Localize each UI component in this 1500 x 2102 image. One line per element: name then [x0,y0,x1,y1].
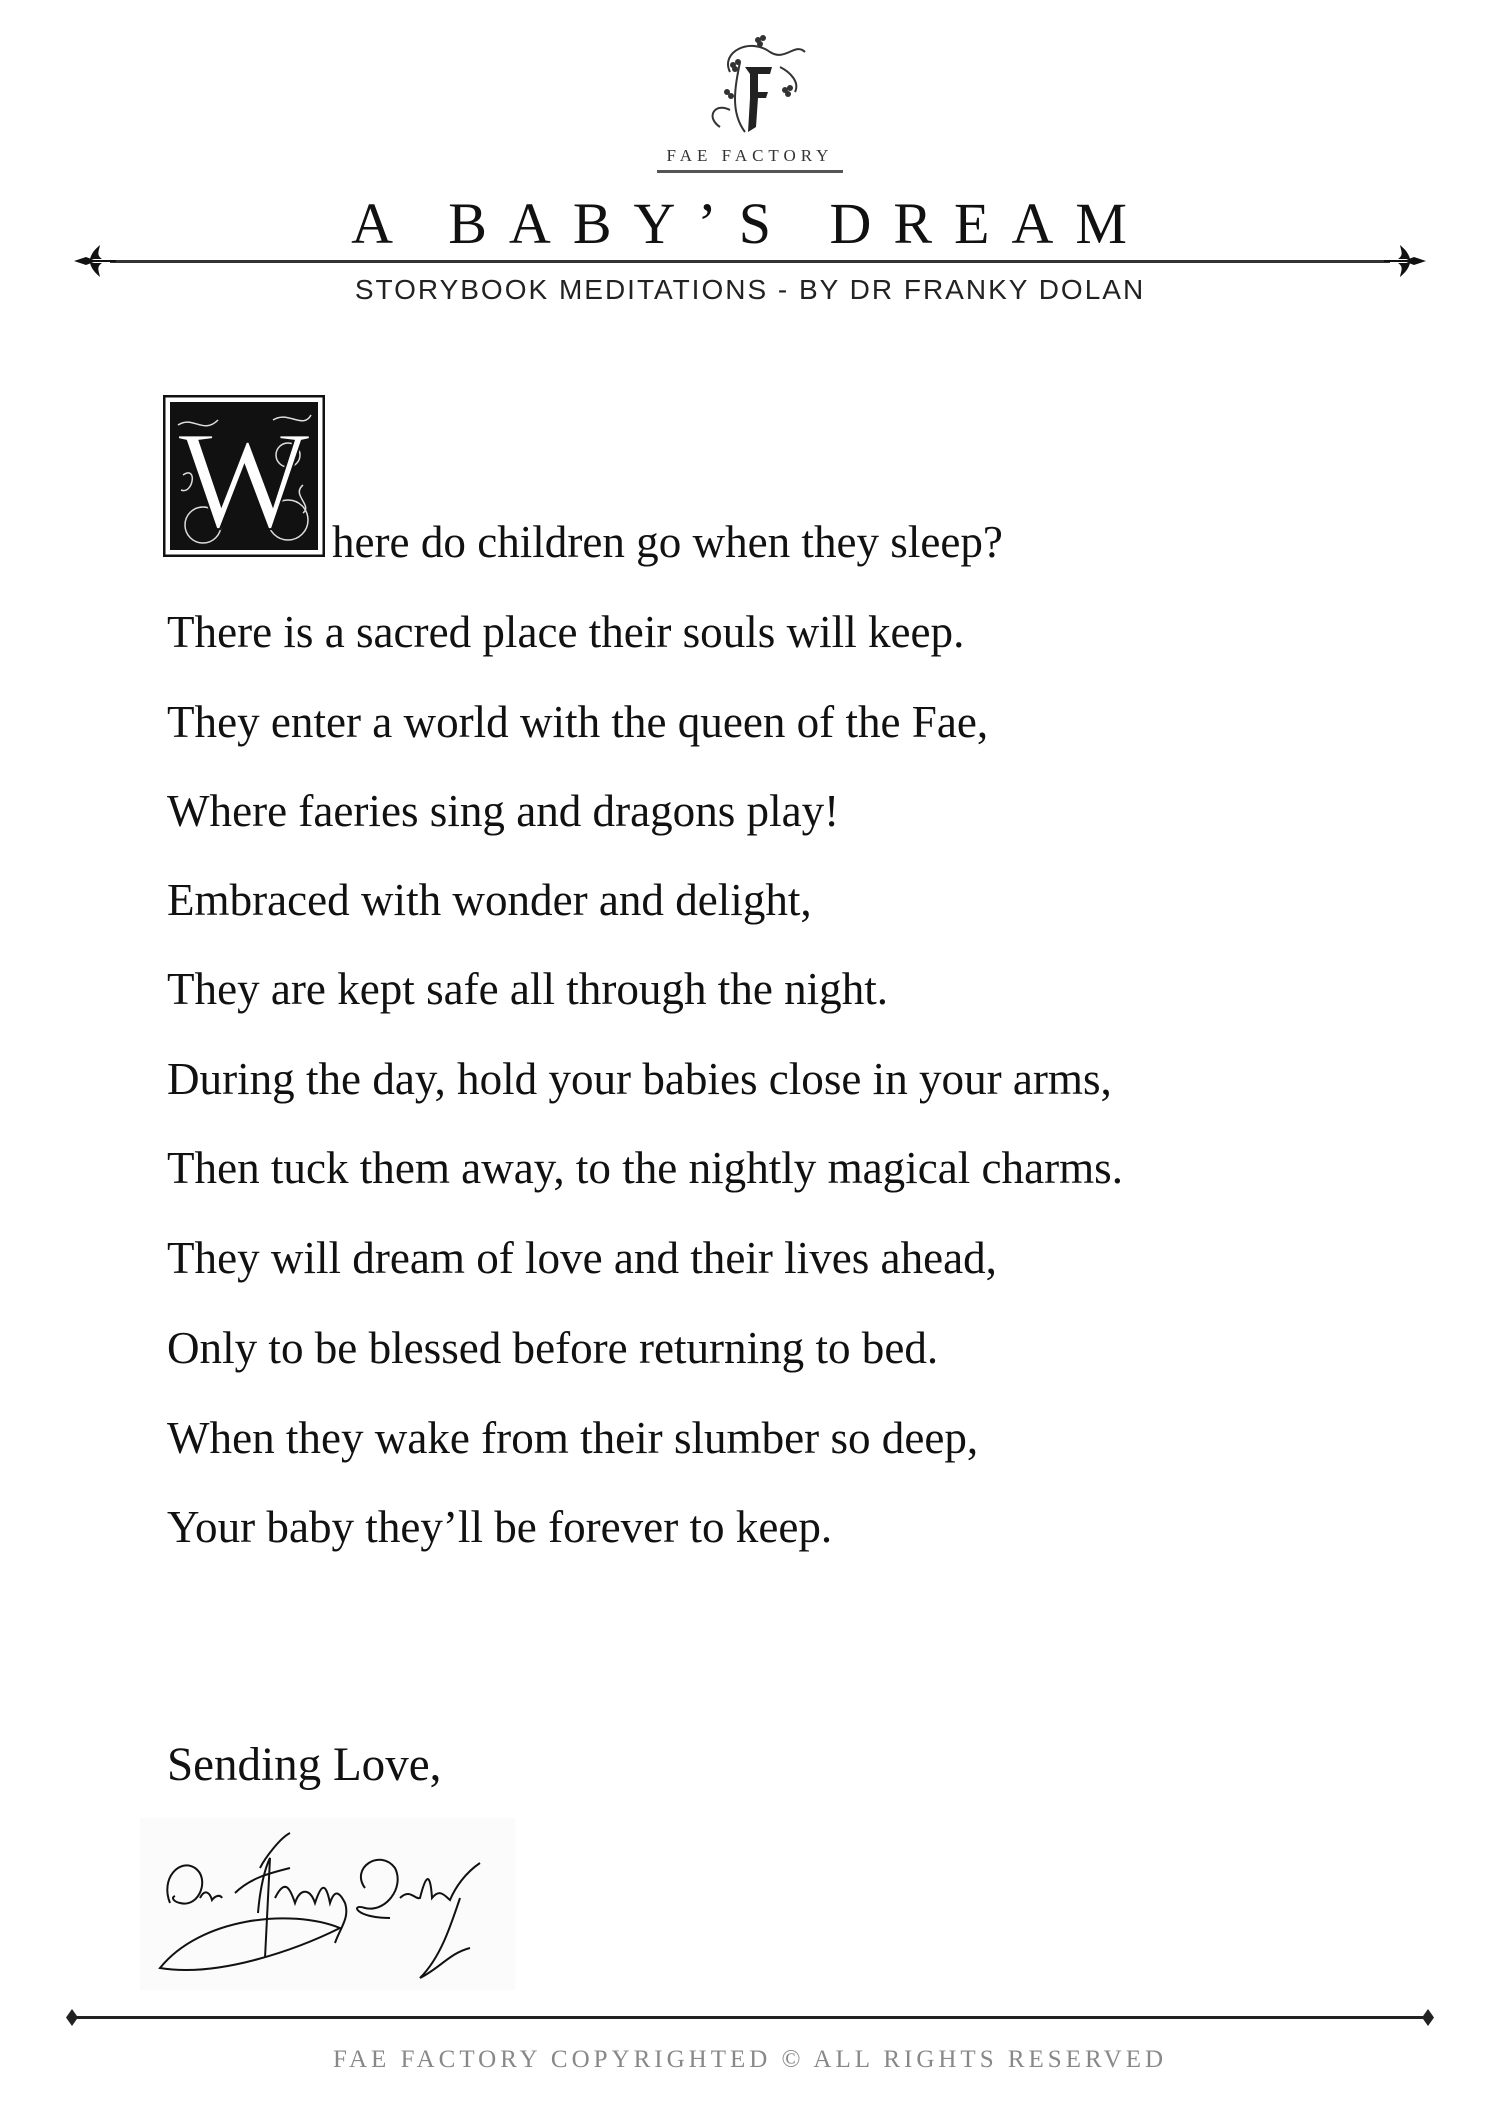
poem-line-8: Then tuck them away, to the nightly magical charms. [167,1142,1124,1193]
signoff: Sending Love, [167,1738,442,1791]
brand-name: FAE FACTORY [666,146,834,165]
page-title: A BABY’S DREAM [351,191,1149,256]
fae-factory-logo-icon [700,32,812,142]
page-subtitle: STORYBOOK MEDITATIONS - BY DR FRANKY DOLAN [354,274,1146,305]
poem-line-11: When they wake from their slumber so deep, [167,1412,979,1463]
poem-line-4: Where faeries sing and dragons play! [167,785,840,836]
poem-line-3: They enter a world with the queen of the Fae, [167,696,989,747]
poem-line-1: here do children go when they sleep? [332,516,1003,567]
copyright-notice: FAE FACTORY COPYRIGHTED © ALL RIGHTS RESERVED [332,2046,1168,2073]
diamond-icon [1422,2009,1434,2026]
svg-text:W: W [177,403,311,557]
poem-line-2: There is a sacred place their souls will keep. [167,606,965,657]
illuminated-w-initial-icon [163,395,325,557]
poem-line-5: Embraced with wonder and delight, [167,874,812,925]
handwritten-signature-icon [140,1818,515,1990]
poem-line-10: Only to be blessed before returning to bed. [167,1322,939,1373]
poem-line-6: They are kept safe all through the night. [167,963,889,1014]
poem-line-9: They will dream of love and their lives ahead, [167,1232,997,1283]
diamond-icon [66,2009,78,2026]
title-divider [110,260,1390,263]
brand-underline [657,170,843,173]
footer-divider [75,2016,1425,2019]
poem-line-7: During the day, hold your babies close in your arms, [167,1053,1112,1104]
poem-line-12: Your baby they’ll be forever to keep. [167,1501,833,1552]
